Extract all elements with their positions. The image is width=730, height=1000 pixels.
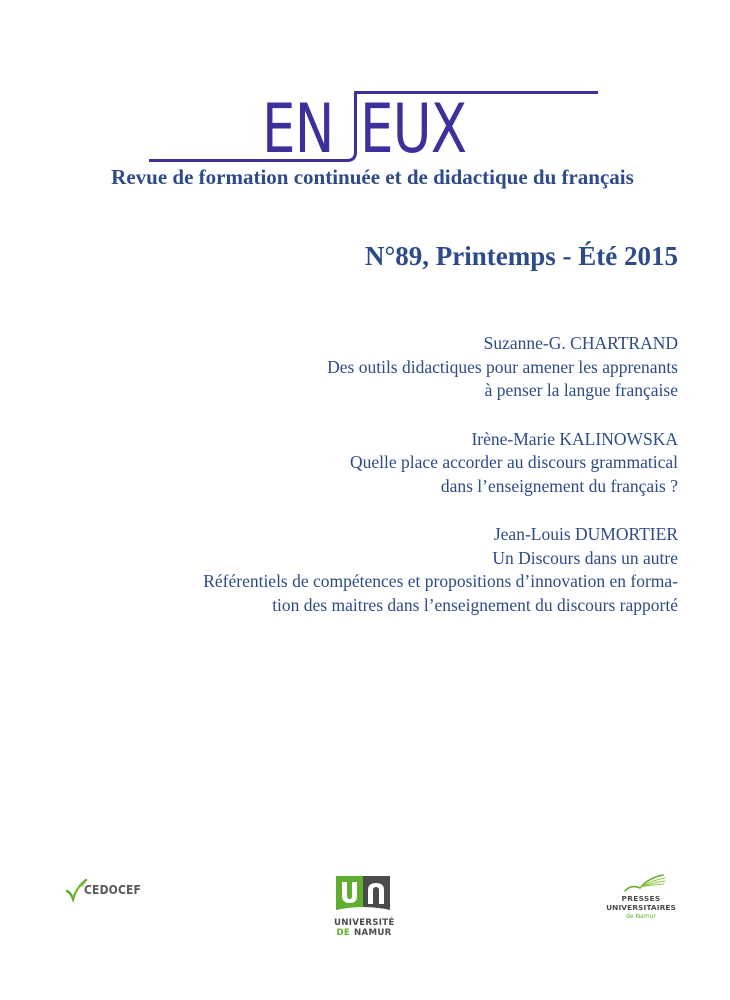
presses-line3: de Namur [626, 913, 656, 920]
article-title-line: à penser la langue française [484, 380, 678, 400]
open-book-swoosh-icon [603, 872, 679, 894]
article-title-line: dans l’enseignement du français ? [440, 475, 678, 496]
article-author: Jean-Louis DUMORTIER [493, 524, 678, 544]
article-title-line: tion des maitres dans l’enseignement du discours rapporté [272, 594, 678, 615]
article-author: Irène-Marie KALINOWSKA [471, 428, 678, 449]
cedocef-logo [64, 876, 154, 904]
article-author: Suzanne-G. CHARTRAND [483, 333, 678, 353]
unamur-logo [334, 874, 394, 940]
article-title-line: Des outils didactiques pour amener les apprenants [327, 356, 678, 377]
presses-line1: PRESSES [621, 894, 661, 903]
article-title-line: Un Discours dans un autre [492, 547, 678, 568]
article-title-line: Quelle place accorder au discours grammatical [350, 452, 678, 472]
table-of-contents [118, 332, 678, 642]
logo-text-en: EN [262, 90, 334, 169]
unamur-emblem-icon [334, 874, 394, 914]
presses-universitaires-logo [603, 872, 679, 924]
article-title-line: Référentiels de compétences et propositions d’innovation en forma- [203, 571, 678, 591]
presses-line2: UNIVERSITAIRES [606, 903, 676, 912]
issue-title: N°89, Printemps - Été 2015 [364, 241, 678, 271]
article-entry [118, 523, 678, 617]
unamur-de: DE [336, 928, 351, 938]
cedocef-label: CEDOCEF [84, 882, 142, 897]
unamur-namur: NAMUR [354, 928, 392, 938]
article-entry [118, 332, 678, 403]
journal-subtitle: Revue de formation continuée et de didactique du français [111, 165, 634, 189]
unamur-line1: UNIVERSITÉ [334, 918, 395, 928]
logo-text-eux: EUX [360, 90, 467, 169]
article-entry [118, 428, 678, 499]
unamur-line2 [334, 928, 394, 938]
